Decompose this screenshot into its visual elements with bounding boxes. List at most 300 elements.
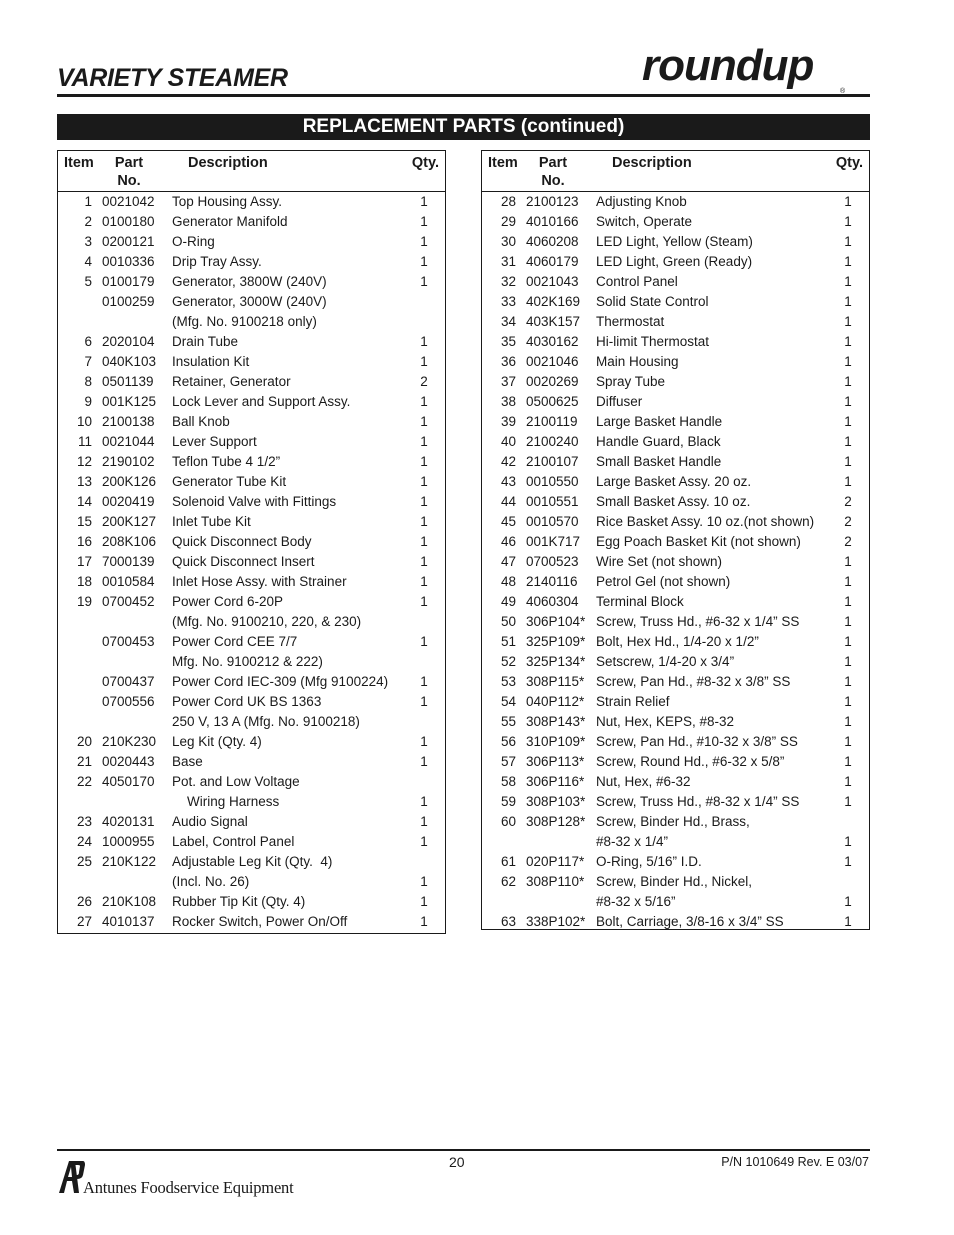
part-number: 210K108: [102, 894, 157, 909]
item-number: 12: [76, 454, 92, 469]
quantity: 1: [844, 854, 852, 869]
part-number: 0021042: [102, 194, 155, 209]
part-description: Rubber Tip Kit (Qty. 4): [172, 894, 306, 909]
part-number: 308P110*: [526, 874, 585, 889]
part-number: 0700452: [102, 594, 155, 609]
item-number: 53: [500, 674, 516, 689]
item-number: 47: [500, 554, 516, 569]
part-number: 308P103*: [526, 794, 586, 809]
part-description: Setscrew, 1/4-20 x 3/4”: [596, 654, 735, 669]
item-number: 34: [500, 314, 516, 329]
quantity: 1: [420, 834, 428, 849]
part-description: LED Light, Yellow (Steam): [596, 234, 753, 249]
quantity: 1: [420, 474, 428, 489]
part-description: Leg Kit (Qty. 4): [172, 734, 262, 749]
part-description: Terminal Block: [596, 594, 684, 609]
roundup-wordmark: roundup: [642, 46, 814, 90]
part-number: 2100123: [526, 194, 579, 209]
quantity: 1: [420, 694, 428, 709]
item-number: 28: [500, 194, 516, 209]
table-row: [482, 552, 869, 572]
item-number: 46: [500, 534, 516, 549]
table-row: [482, 772, 869, 792]
quantity: 1: [844, 374, 852, 389]
part-description: Insulation Kit: [172, 354, 250, 369]
part-number: 0500625: [526, 394, 579, 409]
quantity: 1: [844, 554, 852, 569]
part-number: 001K125: [102, 394, 157, 409]
item-number: 19: [76, 594, 92, 609]
table-row: [482, 912, 869, 932]
table-row: [482, 512, 869, 532]
quantity: 1: [420, 254, 428, 269]
table-row: [58, 732, 445, 752]
part-description: Wiring Harness: [172, 794, 280, 809]
part-description: O-Ring: [172, 234, 215, 249]
part-number: 0010570: [526, 514, 579, 529]
table-header: [482, 151, 869, 192]
part-number: 0100180: [102, 214, 155, 229]
table-row: [58, 252, 445, 272]
part-number: 2100138: [102, 414, 155, 429]
part-description: Drain Tube: [172, 334, 239, 349]
item-number: 20: [76, 734, 92, 749]
item-number: 45: [500, 514, 516, 529]
part-description: Generator, 3800W (240V): [172, 274, 327, 289]
quantity: 1: [844, 734, 852, 749]
quantity: 1: [420, 674, 428, 689]
part-description: Audio Signal: [172, 814, 248, 829]
item-number: 15: [76, 514, 92, 529]
part-description: Adjusting Knob: [596, 194, 687, 209]
item-number: 5: [84, 274, 92, 289]
part-number: 040K103: [102, 354, 157, 369]
part-description: Rice Basket Assy. 10 oz.(not shown): [596, 514, 815, 529]
part-description: Petrol Gel (not shown): [596, 574, 731, 589]
part-number: 325P109*: [526, 634, 586, 649]
table-row: [482, 672, 869, 692]
table-body: [58, 192, 445, 932]
part-number: 0021046: [526, 354, 579, 369]
item-number: 56: [500, 734, 516, 749]
table-row: [482, 532, 869, 552]
part-number: 020P117*: [526, 854, 585, 869]
table-row: [482, 452, 869, 472]
part-number: 0010584: [102, 574, 155, 589]
part-description: Bolt, Hex Hd., 1/4-20 x 1/2”: [596, 634, 759, 649]
item-number: 60: [500, 814, 516, 829]
quantity: 2: [844, 494, 852, 509]
part-description: Lever Support: [172, 434, 257, 449]
table-row: [58, 572, 445, 592]
quantity: 1: [844, 754, 852, 769]
table-row: [58, 612, 445, 632]
item-number: 3: [84, 234, 92, 249]
quantity: 1: [420, 734, 428, 749]
part-number: 4060304: [526, 594, 579, 609]
quantity: 1: [844, 354, 852, 369]
quantity: 1: [420, 414, 428, 429]
part-description: Retainer, Generator: [172, 374, 291, 389]
table-row: [482, 212, 869, 232]
quantity: 1: [844, 634, 852, 649]
part-number: 210K230: [102, 734, 157, 749]
item-number: 36: [500, 354, 516, 369]
part-number: 208K106: [102, 534, 157, 549]
part-description: Base: [172, 754, 203, 769]
item-number: 26: [76, 894, 92, 909]
part-number: 325P134*: [526, 654, 586, 669]
table-row: [482, 492, 869, 512]
part-number: 403K157: [526, 314, 581, 329]
table-row: [58, 412, 445, 432]
quantity: 1: [420, 354, 428, 369]
table-row: [58, 192, 445, 212]
parts-table-right: [481, 150, 870, 930]
item-number: 8: [84, 374, 92, 389]
quantity: 1: [420, 494, 428, 509]
quantity: 1: [844, 334, 852, 349]
table-row: [482, 312, 869, 332]
quantity: 1: [420, 234, 428, 249]
part-description: Solid State Control: [596, 294, 709, 309]
part-description: (Mfg. No. 9100218 only): [172, 314, 317, 329]
part-description: Power Cord CEE 7/7: [172, 634, 298, 649]
quantity: 1: [420, 594, 428, 609]
part-number: 308P128*: [526, 814, 586, 829]
quantity: 2: [420, 374, 428, 389]
quantity: 1: [420, 434, 428, 449]
table-row: [58, 492, 445, 512]
part-description: Nut, Hex, KEPS, #8-32: [596, 714, 735, 729]
part-description: Inlet Tube Kit: [172, 514, 251, 529]
part-number: 040P112*: [526, 694, 585, 709]
table-row: [482, 432, 869, 452]
part-description: Mfg. No. 9100212 & 222): [172, 654, 323, 669]
part-number: 0100259: [102, 294, 155, 309]
table-row: [58, 472, 445, 492]
quantity: 1: [420, 754, 428, 769]
table-row: [482, 292, 869, 312]
table-row: [58, 752, 445, 772]
table-row: [58, 352, 445, 372]
part-description: Small Basket Handle: [596, 454, 722, 469]
item-number: 22: [76, 774, 92, 789]
part-number: 0020269: [526, 374, 579, 389]
part-description: Screw, Round Hd., #6-32 x 5/8”: [596, 754, 785, 769]
section-title: REPLACEMENT PARTS (continued): [57, 114, 870, 140]
item-number: 58: [500, 774, 516, 789]
quantity: 1: [844, 574, 852, 589]
table-row: [58, 232, 445, 252]
quantity: 1: [844, 714, 852, 729]
part-number: 2100107: [526, 454, 579, 469]
table-row: [58, 272, 445, 292]
part-number: 0501139: [102, 374, 154, 389]
part-description: Screw, Truss Hd., #6-32 x 1/4” SS: [596, 614, 800, 629]
part-description: Large Basket Handle: [596, 414, 723, 429]
item-number: 6: [84, 334, 92, 349]
part-number: 306P116*: [526, 774, 585, 789]
quantity: 1: [420, 574, 428, 589]
table-row: [58, 392, 445, 412]
part-number: 0700523: [526, 554, 579, 569]
part-description: Generator Tube Kit: [172, 474, 287, 489]
table-row: [482, 392, 869, 412]
item-number: 14: [76, 494, 92, 509]
part-number: 210K122: [102, 854, 157, 869]
part-number: 2100240: [526, 434, 579, 449]
part-description: Drip Tray Assy.: [172, 254, 262, 269]
table-row: [482, 632, 869, 652]
quantity: 1: [420, 814, 428, 829]
part-number: 4020131: [102, 814, 155, 829]
item-number: 11: [77, 434, 92, 449]
part-description: Lock Lever and Support Assy.: [172, 394, 351, 409]
item-number: 39: [500, 414, 516, 429]
part-description: Label, Control Panel: [172, 834, 295, 849]
part-description: Pot. and Low Voltage: [172, 774, 300, 789]
table-row: [58, 592, 445, 612]
part-description: Egg Poach Basket Kit (not shown): [596, 534, 801, 549]
part-description: (Mfg. No. 9100210, 220, & 230): [172, 614, 362, 629]
part-description: Solenoid Valve with Fittings: [172, 494, 337, 509]
part-number: 0010336: [102, 254, 155, 269]
table-body: [482, 192, 869, 932]
part-description: Generator, 3000W (240V): [172, 294, 327, 309]
part-number: 308P143*: [526, 714, 586, 729]
item-number: 63: [500, 914, 516, 929]
part-number: 0700453: [102, 634, 155, 649]
part-number: 310P109*: [526, 734, 586, 749]
roundup-logo: [640, 46, 872, 94]
company-name: Antunes Foodservice Equipment: [83, 1178, 294, 1197]
part-description: Teflon Tube 4 1/2”: [172, 454, 281, 469]
item-number: 31: [500, 254, 516, 269]
item-number: 17: [76, 554, 92, 569]
table-row: [58, 772, 445, 792]
item-number: 27: [76, 914, 92, 929]
part-number: 306P113*: [526, 754, 585, 769]
table-row: [58, 312, 445, 332]
part-number: 7000139: [102, 554, 155, 569]
item-number: 59: [500, 794, 516, 809]
quantity: 1: [420, 534, 428, 549]
part-description: Thermostat: [596, 314, 665, 329]
header-qty: Qty.: [835, 155, 863, 171]
part-number: 4010166: [526, 214, 579, 229]
table-row: [58, 332, 445, 352]
table-row: [58, 872, 445, 892]
item-number: 18: [76, 574, 92, 589]
part-description: Adjustable Leg Kit (Qty. 4): [172, 854, 333, 869]
part-number: 200K127: [102, 514, 157, 529]
part-number: 4060179: [526, 254, 579, 269]
part-number: 0700556: [102, 694, 155, 709]
item-number: 29: [500, 214, 516, 229]
part-description: Top Housing Assy.: [172, 194, 283, 209]
part-description: O-Ring, 5/16” I.D.: [596, 854, 702, 869]
table-row: [58, 712, 445, 732]
part-description: Quick Disconnect Insert: [172, 554, 315, 569]
item-number: 7: [84, 354, 92, 369]
quantity: 1: [844, 834, 852, 849]
item-number: 2: [84, 214, 92, 229]
header-item: Item: [64, 155, 94, 171]
header-part: Part No.: [538, 155, 568, 189]
item-number: 24: [76, 834, 92, 849]
table-row: [482, 652, 869, 672]
quantity: 1: [844, 294, 852, 309]
item-number: 37: [500, 374, 516, 389]
part-description: Switch, Operate: [596, 214, 693, 229]
header-description: Description: [612, 155, 692, 171]
part-description: Nut, Hex, #6-32: [596, 774, 691, 789]
part-description: Handle Guard, Black: [596, 434, 721, 449]
part-number: 0021044: [102, 434, 155, 449]
part-description: Hi-limit Thermostat: [596, 334, 710, 349]
part-description: LED Light, Green (Ready): [596, 254, 753, 269]
part-number: 4030162: [526, 334, 579, 349]
table-row: [482, 232, 869, 252]
part-description: Spray Tube: [596, 374, 666, 389]
footer-rule: [57, 1149, 870, 1151]
part-description: Inlet Hose Assy. with Strainer: [172, 574, 347, 589]
item-number: 42: [500, 454, 516, 469]
header-item: Item: [488, 155, 518, 171]
table-row: [58, 892, 445, 912]
table-row: [482, 792, 869, 812]
part-number: 0021043: [526, 274, 579, 289]
quantity: 1: [844, 234, 852, 249]
table-row: [58, 632, 445, 652]
part-description: Power Cord IEC-309 (Mfg 9100224): [172, 674, 389, 689]
quantity: 1: [420, 794, 428, 809]
part-number: 2190102: [102, 454, 155, 469]
table-row: [58, 912, 445, 932]
table-row: [482, 472, 869, 492]
quantity: 1: [844, 274, 852, 289]
table-row: [482, 692, 869, 712]
table-row: [58, 672, 445, 692]
table-row: [482, 272, 869, 292]
part-number: 2100119: [526, 414, 578, 429]
item-number: 48: [500, 574, 516, 589]
item-number: 61: [500, 854, 516, 869]
part-number: 306P104*: [526, 614, 586, 629]
item-number: 57: [500, 754, 516, 769]
table-row: [58, 812, 445, 832]
part-number: 308P115*: [526, 674, 585, 689]
quantity: 1: [420, 874, 428, 889]
part-description: Strain Relief: [596, 694, 670, 709]
table-row: [482, 832, 869, 852]
part-description: Main Housing: [596, 354, 679, 369]
quantity: 1: [844, 454, 852, 469]
quantity: 1: [420, 554, 428, 569]
item-number: 1: [84, 194, 92, 209]
part-number-revision: P/N 1010649 Rev. E 03/07: [721, 1155, 869, 1169]
part-description: #8-32 x 5/16”: [596, 894, 676, 909]
quantity: 1: [844, 794, 852, 809]
table-row: [58, 292, 445, 312]
part-description: (Incl. No. 26): [172, 874, 250, 889]
quantity: 1: [420, 914, 428, 929]
part-description: Screw, Pan Hd., #10-32 x 3/8” SS: [596, 734, 798, 749]
quantity: 2: [844, 534, 852, 549]
table-row: [482, 732, 869, 752]
item-number: 32: [500, 274, 516, 289]
quantity: 1: [420, 274, 428, 289]
part-number: 402K169: [526, 294, 581, 309]
header-qty: Qty.: [411, 155, 439, 171]
table-row: [58, 212, 445, 232]
table-row: [58, 512, 445, 532]
table-row: [58, 792, 445, 812]
table-row: [58, 692, 445, 712]
quantity: 1: [844, 314, 852, 329]
part-number: 001K717: [526, 534, 581, 549]
item-number: 52: [500, 654, 516, 669]
quantity: 1: [844, 654, 852, 669]
part-description: Power Cord UK BS 1363: [172, 694, 322, 709]
item-number: 13: [76, 474, 92, 489]
quantity: 1: [844, 594, 852, 609]
part-description: Power Cord 6-20P: [172, 594, 284, 609]
table-row: [482, 372, 869, 392]
item-number: 4: [84, 254, 92, 269]
quantity: 2: [844, 514, 852, 529]
part-description: Control Panel: [596, 274, 678, 289]
table-row: [58, 832, 445, 852]
item-number: 38: [500, 394, 516, 409]
part-number: 0200121: [102, 234, 155, 249]
part-description: Wire Set (not shown): [596, 554, 723, 569]
quantity: 1: [844, 694, 852, 709]
quantity: 1: [844, 194, 852, 209]
part-number: 2140116: [526, 574, 578, 589]
item-number: 43: [500, 474, 516, 489]
table-row: [482, 592, 869, 612]
table-row: [482, 712, 869, 732]
quantity: 1: [844, 674, 852, 689]
item-number: 23: [76, 814, 92, 829]
header-part: Part No.: [114, 155, 144, 189]
item-number: 33: [500, 294, 516, 309]
page-number: 20: [449, 1154, 465, 1170]
item-number: 51: [500, 634, 516, 649]
quantity: 1: [844, 414, 852, 429]
quantity: 1: [420, 394, 428, 409]
part-number: 338P102*: [526, 914, 586, 929]
quantity: 1: [844, 774, 852, 789]
part-description: #8-32 x 1/4”: [596, 834, 669, 849]
quantity: 1: [420, 334, 428, 349]
item-number: 10: [76, 414, 92, 429]
part-description: Screw, Truss Hd., #8-32 x 1/4” SS: [596, 794, 800, 809]
table-row: [482, 252, 869, 272]
table-row: [482, 752, 869, 772]
part-description: Bolt, Carriage, 3/8-16 x 3/4” SS: [596, 914, 784, 929]
item-number: 54: [500, 694, 516, 709]
quantity: 1: [844, 614, 852, 629]
antunes-logo-icon: [57, 1157, 85, 1195]
part-number: 1000955: [102, 834, 155, 849]
quantity: 1: [844, 394, 852, 409]
item-number: 55: [500, 714, 516, 729]
item-number: 49: [500, 594, 516, 609]
quantity: 1: [420, 454, 428, 469]
